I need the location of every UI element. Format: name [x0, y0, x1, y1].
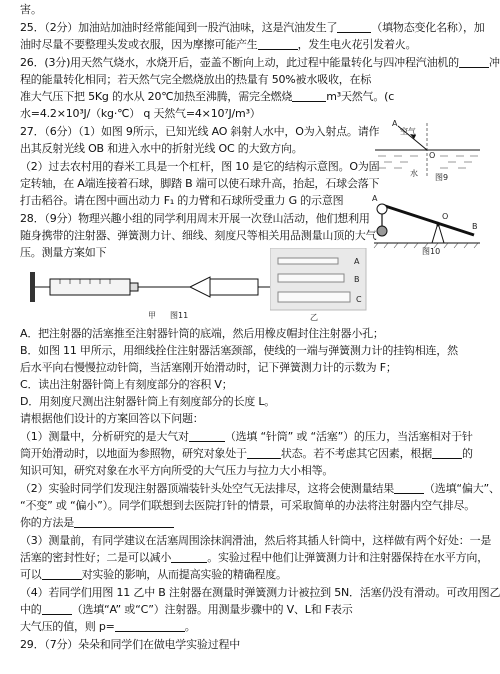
figure-10: [368, 185, 486, 255]
answer-blank[interactable]: [42, 568, 82, 580]
q28-2-line3: 你的方法是: [20, 515, 174, 531]
answer-blank[interactable]: [432, 447, 462, 459]
fig9-label-a: A: [392, 120, 398, 128]
q28-3-line2: 活塞的密封性好；二是可以减小 。实验过程中他们让弹簧测力计和注射器保持在水平方向，: [20, 551, 489, 564]
q26-line1: 26．(3分)用天然气烧水，水烧开后，壶盖不断向上动，此过程中能量转化与四冲程汽油机的 冲: [20, 56, 500, 69]
fig9-label-o: O: [429, 151, 436, 160]
q28-4-line2: 中的 （选填“A” 或“C”）注射器。用测量步骤中的 V、L和 F表示: [20, 603, 353, 616]
fig9-air-label: 空气: [400, 127, 416, 136]
fig10-caption: 图10: [422, 247, 441, 255]
q28-line2: 随身携带的注射器、弹簧测力计、细线、刻度尺等相关用品测量山顶的大气: [20, 229, 377, 242]
step-c: C．读出注射器针筒上有刻度部分的容积 V；: [20, 378, 233, 391]
line-prev-end: 害。: [20, 3, 42, 16]
q28-1-line1: （1）测量中，分析研究的是大气对 （选填 “针筒” 或 “活塞”）的压力，当活塞相对于针: [20, 430, 473, 443]
answer-blank[interactable]: [258, 38, 298, 50]
answer-blank[interactable]: [394, 482, 424, 494]
q28-line1: 28．（9分）物理兴趣小组的同学利用周末开展一次登山活动，他们想利用: [20, 212, 370, 225]
fig10-label-a: A: [372, 194, 378, 203]
fig11-right-label: 乙: [310, 313, 318, 322]
fig10-label-b: B: [472, 222, 478, 231]
fig9-caption: 图9: [435, 173, 449, 182]
answer-blank[interactable]: [459, 56, 489, 68]
q27-line4: 定转轴，在 A端连接着石球，脚踏 B 端可以使石球升高，抬起，石球会落下: [20, 177, 380, 190]
q28-4-line3: 大气压的值，则 p= 。: [20, 620, 196, 633]
answer-blank[interactable]: [171, 551, 207, 563]
q28-line3: 压。测量方案如下: [20, 246, 107, 259]
q28-1-line3: 知识可知，研究对象在水平方向所受的大气压力与拉力大小相等。: [20, 464, 334, 477]
answer-blank[interactable]: [247, 447, 281, 459]
fig10-label-o: O: [442, 212, 449, 221]
q28-4-line1: （4）若同学们用图 11 乙中 B 注射器在测量时弹簧测力计被拉到 5N．活塞仍没有滑动。可改用图乙: [20, 586, 500, 599]
answer-blank[interactable]: [74, 516, 174, 528]
figure-11-photo: [270, 248, 370, 322]
syringe-a-label: A: [354, 257, 360, 266]
step-d: D．用刻度尺测出注射器针筒上有刻度部分的长度 L。: [20, 395, 276, 408]
fig11-left-label: 甲: [148, 311, 156, 320]
q26-line4: 水=4.2×10³J/（kg·℃） q 天然气=4×10⁷J/m³）: [20, 107, 261, 120]
answer-blank[interactable]: [42, 603, 72, 615]
answer-blank[interactable]: [337, 21, 371, 33]
q28-3-line3: 可以 对实验的影响，从而提高实验的精确程度。: [20, 568, 287, 581]
q25-line1: 25．（2分）加油站加油时经常能闻到一股汽油味，这是汽油发生了 （填物态变化名称），加: [20, 21, 485, 34]
q28-2-line2: “不变” 或 “偏小”）。同学们联想到去医院打针的情景，可采取简单的办法将注射器内空气排尽。: [20, 499, 476, 512]
q28-2-line1: （2）实验时同学们发现注射器顶端装针头处空气无法排尽，这将会使测量结果 （选填“偏大”、: [20, 482, 500, 495]
syringe-b-label: B: [354, 275, 360, 284]
figure-9: [370, 120, 485, 182]
q27-line3: （2）过去农村用的舂米工具是一个杠杆，图 10 是它的结构示意图。O为固: [20, 160, 380, 173]
q28-1-line2: 筒开始滑动时，以地面为参照物，研究对象处于 状态。若不考虑其它因素，根据 的: [20, 447, 473, 460]
answer-blank[interactable]: [115, 620, 185, 632]
fig9-water-label: 水: [410, 169, 418, 178]
q27-line5: 打击稻谷。请在图中画出动力 F₁ 的力臂和石球所受重力 G 的示意图: [20, 194, 344, 207]
q27-line1: 27．（6分）（1）如图 9所示，已知光线 AO 斜射人水中，O为入射点。请作: [20, 125, 380, 138]
step-b-line2: 后水平向右慢慢拉动针筒，当活塞刚开始滑动时，记下弹簧测力计的示数为 F；: [20, 361, 397, 374]
q26-line3: 准大气压下把 5Kg 的水从 20℃加热至沸腾，需完全燃烧 m³天然气。(c: [20, 90, 395, 103]
q28-3-line1: （3）测量前，有同学建议在活塞周围涂抹润滑油，然后将其插人针筒中，这样做有两个好处：一是: [20, 534, 492, 547]
q26-line2: 程的能量转化相同；若天然气完全燃烧放出的热量有 50%被水吸收，在标: [20, 73, 372, 86]
q29-line1: 29．（7分）朵朵和同学们在做电学实验过程中: [20, 638, 241, 651]
answer-blank[interactable]: [189, 430, 225, 442]
step-a: A．把注射器的活塞推至注射器针筒的底端，然后用橡皮帽封住注射器小孔；: [20, 327, 384, 340]
syringe-c-label: C: [356, 295, 362, 304]
step-b-line1: B．如图 11 甲所示，用细线拴住注射器活塞颈部，使线的一端与弹簧测力计的挂钩相连，然: [20, 344, 458, 357]
q25-line2: 油时尽量不要整理头发或衣服，因为摩擦可能产生 ，发生电火花引发着火。: [20, 38, 417, 51]
instruction: 请根据他们设计的方案回答以下问题：: [20, 412, 204, 425]
q27-line2: 出其反射光线 OB 和进入水中的折射光线 OC 的大致方向。: [20, 142, 303, 155]
fig11-caption: 图11: [170, 311, 189, 320]
answer-blank[interactable]: [292, 90, 326, 102]
